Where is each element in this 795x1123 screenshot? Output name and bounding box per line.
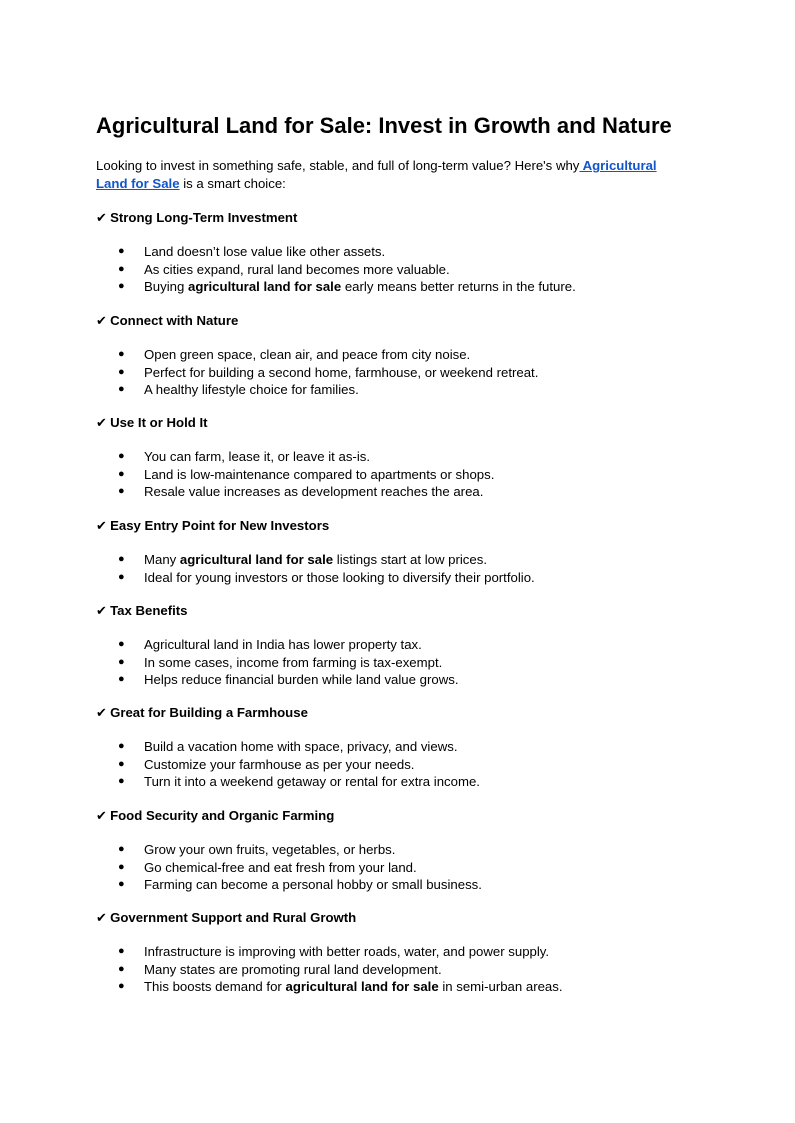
section — [96, 807, 706, 894]
list-item — [96, 654, 706, 672]
list-item — [96, 876, 706, 894]
section-heading-text: Food Security and Organic Farming — [110, 808, 335, 823]
list-item-text: Many states are promoting rural land development. — [144, 961, 442, 977]
list-item-text: Open green space, clean air, and peace from city noise. — [144, 347, 471, 362]
list-item — [96, 346, 706, 364]
bullet-icon: ● — [118, 878, 125, 891]
bullet-icon: ● — [118, 980, 125, 993]
checkmark-icon: ✔ — [96, 415, 108, 430]
section-heading — [96, 312, 706, 330]
list-item-text: Build a vacation home with space, privacy, and views. — [144, 739, 458, 754]
bullet-icon: ● — [118, 757, 125, 770]
section-heading-text: Easy Entry Point for New Investors — [110, 518, 330, 533]
list-item-bold-text: agricultural land for sale — [188, 279, 342, 295]
agricultural-land-link[interactable]: Agricultural Land for Sale — [96, 158, 657, 191]
section — [96, 209, 706, 296]
list-item — [96, 773, 706, 791]
list-item — [96, 961, 706, 979]
bullet-icon: ● — [118, 485, 125, 498]
section-heading — [96, 807, 706, 825]
bullet-list — [96, 551, 706, 586]
list-item — [96, 364, 706, 382]
list-item — [96, 551, 706, 569]
bullet-icon: ● — [118, 245, 125, 257]
list-item — [96, 978, 706, 996]
bullet-icon: ● — [118, 843, 125, 855]
list-item-bold-text: agricultural land for sale — [285, 979, 439, 995]
bullet-icon: ● — [118, 365, 125, 378]
list-item-text: Turn it into a weekend getaway or rental for extra income. — [144, 774, 480, 790]
bullet-icon: ● — [118, 655, 125, 668]
list-item-text: Ideal for young investors or those looking to diversify their portfolio. — [144, 569, 535, 585]
list-item — [96, 569, 706, 587]
list-item-text: Grow your own fruits, vegetables, or herbs. — [144, 842, 396, 857]
bullet-icon: ● — [118, 673, 125, 686]
section-heading — [96, 602, 706, 620]
list-item — [96, 381, 706, 399]
section-heading-text: Government Support and Rural Growth — [110, 910, 357, 925]
list-item-text: Helps reduce financial burden while land value grows. — [144, 672, 459, 688]
list-item — [96, 448, 706, 466]
list-item — [96, 738, 706, 756]
list-item-text: Perfect for building a second home, farmhouse, or weekend retreat. — [144, 364, 539, 380]
section-heading-text: Great for Building a Farmhouse — [110, 705, 308, 720]
list-item-text: Land doesn’t lose value like other assets. — [144, 244, 386, 259]
section-heading — [96, 909, 706, 927]
bullet-icon: ● — [118, 860, 125, 873]
list-item-text: Buying — [144, 279, 188, 295]
checkmark-icon: ✔ — [96, 808, 108, 823]
list-item — [96, 483, 706, 501]
intro-paragraph — [96, 157, 686, 193]
list-item — [96, 841, 706, 859]
bullet-list — [96, 841, 706, 894]
list-item-text: Infrastructure is improving with better roads, water, and power supply. — [144, 944, 550, 959]
list-item-text: Many — [144, 552, 180, 567]
bullet-icon: ● — [118, 383, 125, 396]
section-heading-text: Tax Benefits — [110, 603, 188, 618]
bullet-list — [96, 943, 706, 996]
list-item-text: As cities expand, rural land becomes more valuable. — [144, 261, 450, 277]
bullet-icon: ● — [118, 262, 125, 275]
bullet-icon: ● — [118, 962, 125, 975]
list-item-text-after: in semi-urban areas. — [438, 979, 563, 995]
bullet-icon: ● — [118, 348, 125, 360]
list-item — [96, 943, 706, 961]
list-item-text: A healthy lifestyle choice for families. — [144, 382, 359, 398]
intro-text-before: Looking to invest in something safe, stable, and full of long-term value? Here's why — [96, 158, 580, 173]
section-heading — [96, 704, 706, 722]
bullet-icon: ● — [118, 775, 125, 788]
checkmark-icon: ✔ — [96, 313, 108, 328]
checkmark-icon: ✔ — [96, 603, 108, 618]
bullet-icon: ● — [118, 280, 125, 293]
bullet-list — [96, 346, 706, 399]
bullet-icon: ● — [118, 638, 125, 650]
bullet-icon: ● — [118, 450, 125, 462]
section-heading-text: Use It or Hold It — [110, 415, 208, 430]
section-heading-text: Strong Long-Term Investment — [110, 210, 298, 225]
list-item — [96, 278, 706, 296]
section-heading — [96, 517, 706, 535]
checkmark-icon: ✔ — [96, 518, 108, 533]
bullet-list — [96, 243, 706, 296]
list-item — [96, 636, 706, 654]
bullet-icon: ● — [118, 553, 125, 565]
list-item — [96, 261, 706, 279]
bullet-icon: ● — [118, 740, 125, 752]
section — [96, 312, 706, 399]
list-item — [96, 859, 706, 877]
section-heading — [96, 209, 706, 227]
bullet-icon: ● — [118, 945, 125, 957]
list-item-bold-text: agricultural land for sale — [179, 552, 334, 567]
list-item-text: Go chemical-free and eat fresh from your land. — [144, 859, 417, 875]
list-item — [96, 466, 706, 484]
list-item-text: Land is low-maintenance compared to apartments or shops. — [144, 466, 495, 482]
intro-text-after: is a smart choice: — [179, 176, 286, 191]
section-heading-text: Connect with Nature — [110, 313, 239, 328]
checkmark-icon: ✔ — [96, 910, 108, 925]
section — [96, 909, 706, 996]
list-item-text: Resale value increases as development reaches the area. — [144, 484, 484, 500]
bullet-list — [96, 448, 706, 501]
list-item — [96, 671, 706, 689]
list-item-text: In some cases, income from farming is tax-exempt. — [144, 654, 443, 670]
list-item-text: Customize your farmhouse as per your needs. — [144, 756, 415, 772]
list-item-text: You can farm, lease it, or leave it as-is. — [144, 449, 371, 464]
page-title: Agricultural Land for Sale: Invest in Growth and Nature — [96, 113, 672, 138]
checkmark-icon: ✔ — [96, 705, 108, 720]
list-item — [96, 756, 706, 774]
section — [96, 517, 706, 586]
list-item-text: Farming can become a personal hobby or small business. — [144, 877, 482, 893]
list-item — [96, 243, 706, 261]
section — [96, 414, 706, 501]
section — [96, 602, 706, 689]
bullet-icon: ● — [118, 570, 125, 583]
bullet-list — [96, 738, 706, 791]
section — [96, 704, 706, 791]
list-item-text-after: early means better returns in the future. — [341, 279, 576, 295]
bullet-icon: ● — [118, 467, 125, 480]
list-item-text: This boosts demand for — [144, 979, 286, 995]
checkmark-icon: ✔ — [96, 210, 108, 225]
section-heading — [96, 414, 706, 432]
bullet-list — [96, 636, 706, 689]
list-item-text-after: listings start at low prices. — [333, 552, 487, 567]
list-item-text: Agricultural land in India has lower property tax. — [144, 637, 422, 652]
